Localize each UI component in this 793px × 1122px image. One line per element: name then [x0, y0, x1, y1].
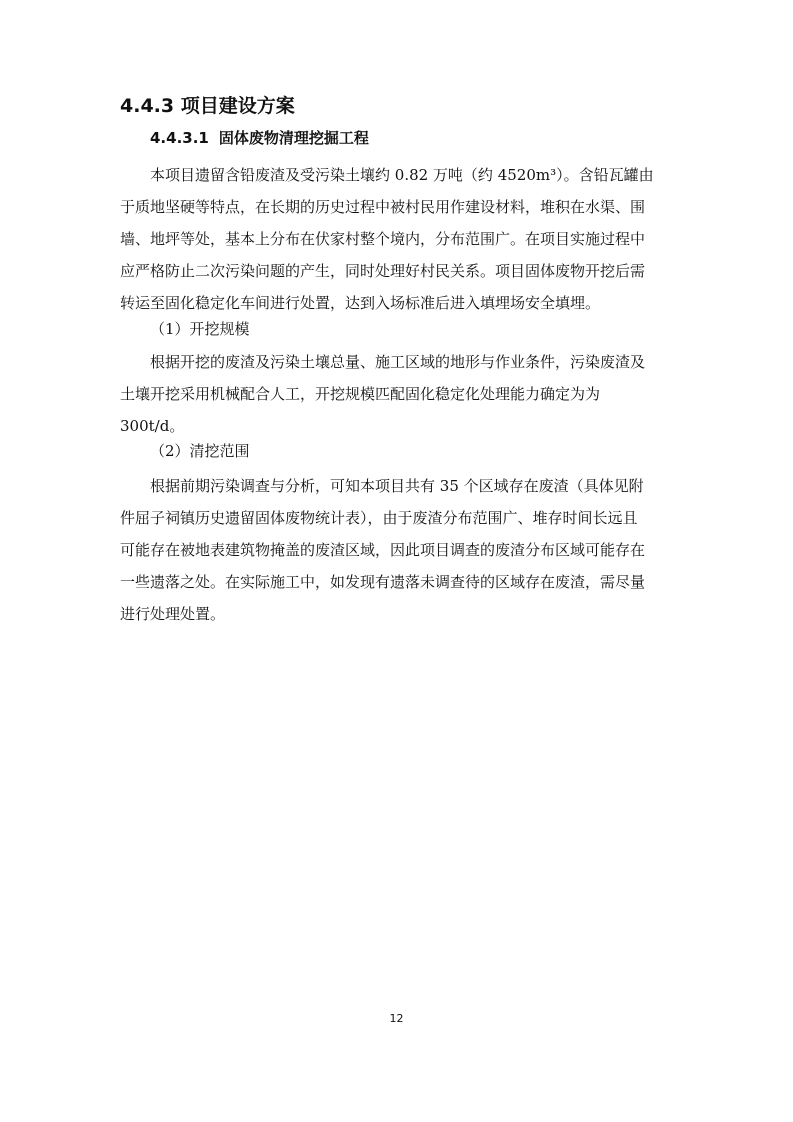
subsection-heading — [150, 127, 369, 149]
paragraph-line: 一些遗落之处。在实际施工中，如发现有遗落未调查待的区域存在废渣，需尽量 — [120, 573, 646, 591]
paragraph-line: 转运至固化稳定化车间进行处置，达到入场标准后进入填埋场安全填埋。 — [120, 294, 601, 312]
paragraph-line: 根据前期污染调查与分析，可知本项目共有 35 个区域存在废渣（具体见附 — [150, 477, 644, 495]
page-number: 12 — [389, 1012, 404, 1025]
paragraph-line: 本项目遗留含铅废渣及受污染土壤约 0.82 万吨（约 4520m³）。含铅瓦罐由 — [150, 166, 654, 184]
paragraph-line: 于质地坚硬等特点，在长期的历史过程中被村民用作建设材料，堆积在水渠、围 — [120, 198, 646, 216]
paragraph-line: 墙、地坪等处，基本上分布在伏家村整个境内，分布范围广。在项目实施过程中 — [120, 230, 646, 248]
paragraph-line: 土壤开挖采用机械配合人工，开挖规模匹配固化稳定化处理能力确定为为 — [120, 385, 601, 403]
scale-paragraph — [120, 346, 673, 442]
subsection-title: 固体废物清理挖掘工程 — [218, 129, 369, 147]
paragraph-line: 进行处理处置。 — [120, 605, 226, 623]
paragraph-line: 根据开挖的废渣及污染土壤总量、施工区域的地形与作业条件，污染废渣及 — [150, 353, 646, 371]
range-heading: （2）清挖范围 — [150, 442, 250, 460]
paragraph-line: 应严格防止二次污染问题的产生，同时处理好村民关系。项目固体废物开挖后需 — [120, 262, 646, 280]
intro-paragraph — [120, 159, 673, 319]
paragraph-line: 件屈子祠镇历史遗留固体废物统计表），由于废渣分布范围广、堆存时间长远且 — [120, 509, 638, 527]
subsection-number: 4.4.3.1 — [150, 129, 209, 147]
range-paragraph — [120, 470, 673, 630]
scale-heading: （1）开挖规模 — [150, 320, 250, 338]
section-heading: 4.4.3 项目建设方案 — [120, 95, 295, 117]
paragraph-line: 可能存在被地表建筑物掩盖的废渣区域，因此项目调查的废渣分布区域可能存在 — [120, 541, 646, 559]
paragraph-line: 300t/d。 — [120, 417, 185, 435]
